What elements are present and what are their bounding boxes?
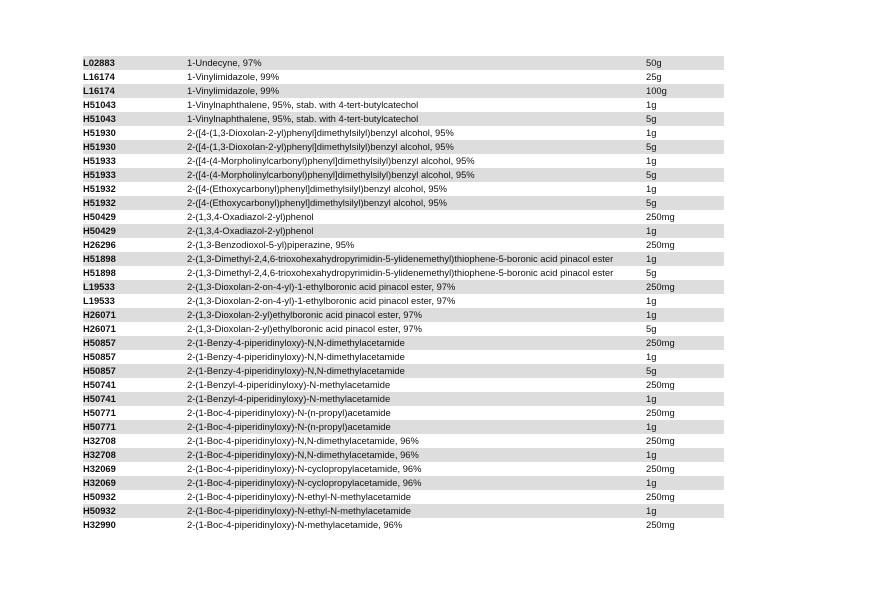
package-size: 1g [646, 421, 657, 432]
product-name: 2-([4-(4-Morpholinylcarbonyl)phenyl]dimethylsilyl)benzyl alcohol, 95% [187, 169, 475, 180]
table-row [83, 224, 724, 238]
product-code: H32708 [83, 449, 116, 460]
table-row [83, 434, 724, 448]
product-name: 2-(1-Benzyl-4-piperidinyloxy)-N-methylacetamide [187, 379, 391, 390]
product-code: H50429 [83, 225, 116, 236]
product-name: 2-(1-Benzy-4-piperidinyloxy)-N,N-dimethylacetamide [187, 351, 405, 362]
product-code: H50857 [83, 351, 116, 362]
product-name: 2-(1-Benzyl-4-piperidinyloxy)-N-methylacetamide [187, 393, 391, 404]
table-row [83, 308, 724, 322]
product-code: H50857 [83, 337, 116, 348]
product-code: H50932 [83, 505, 116, 516]
table-row [83, 182, 724, 196]
table-row [83, 56, 724, 70]
product-code: H51933 [83, 155, 116, 166]
product-code: H50771 [83, 407, 116, 418]
table-row [83, 420, 724, 434]
package-size: 25g [646, 71, 662, 82]
product-name: 1-Vinylimidazole, 99% [187, 85, 280, 96]
product-code: H51930 [83, 127, 116, 138]
package-size: 50g [646, 57, 662, 68]
package-size: 1g [646, 449, 657, 460]
table-row [83, 378, 724, 392]
package-size: 1g [646, 295, 657, 306]
table-row [83, 280, 724, 294]
product-code: H50741 [83, 393, 116, 404]
package-size: 250mg [646, 337, 675, 348]
product-code: H51933 [83, 169, 116, 180]
table-row [83, 322, 724, 336]
product-code: L19533 [83, 281, 115, 292]
product-code: H50429 [83, 211, 116, 222]
product-name: 2-(1-Boc-4-piperidinyloxy)-N,N-dimethylacetamide, 96% [187, 449, 419, 460]
package-size: 1g [646, 477, 657, 488]
product-name: 1-Vinylimidazole, 99% [187, 71, 280, 82]
package-size: 250mg [646, 435, 675, 446]
product-name: 2-(1,3-Dimethyl-2,4,6-trioxohexahydropyrimidin-5-ylidenemethyl)thiophene-5-boronic acid pinacol ester [187, 253, 614, 264]
product-code: L16174 [83, 71, 115, 82]
product-code: H51930 [83, 141, 116, 152]
package-size: 1g [646, 505, 657, 516]
package-size: 5g [646, 365, 657, 376]
package-size: 1g [646, 393, 657, 404]
package-size: 1g [646, 253, 657, 264]
table-row [83, 112, 724, 126]
product-code: H51932 [83, 183, 116, 194]
package-size: 5g [646, 197, 657, 208]
package-size: 1g [646, 127, 657, 138]
product-name: 2-([4-(Ethoxycarbonyl)phenyl]dimethylsilyl)benzyl alcohol, 95% [187, 183, 448, 194]
package-size: 250mg [646, 519, 675, 530]
product-name: 1-Vinylnaphthalene, 95%, stab. with 4-tert-butylcatechol [187, 113, 419, 124]
product-name: 1-Undecyne, 97% [187, 57, 262, 68]
package-size: 1g [646, 183, 657, 194]
product-name: 2-(1-Boc-4-piperidinyloxy)-N,N-dimethylacetamide, 96% [187, 435, 419, 446]
table-row [83, 70, 724, 84]
product-code: H50771 [83, 421, 116, 432]
package-size: 250mg [646, 239, 675, 250]
product-name: 1-Vinylnaphthalene, 95%, stab. with 4-tert-butylcatechol [187, 99, 419, 110]
product-name: 2-(1,3-Benzodioxol-5-yl)piperazine, 95% [187, 239, 355, 250]
product-name: 2-(1,3,4-Oxadiazol-2-yl)phenol [187, 211, 314, 222]
product-name: 2-([4-(1,3-Dioxolan-2-yl)phenyl]dimethylsilyl)benzyl alcohol, 95% [187, 127, 454, 138]
table-row [83, 252, 724, 266]
table-row [83, 196, 724, 210]
product-name: 2-(1-Boc-4-piperidinyloxy)-N-methylacetamide, 96% [187, 519, 403, 530]
table-row [83, 140, 724, 154]
table-row [83, 448, 724, 462]
product-name: 2-(1-Boc-4-piperidinyloxy)-N-(n-propyl)acetamide [187, 407, 391, 418]
product-code: H51898 [83, 253, 116, 264]
table-row [83, 336, 724, 350]
table-row [83, 350, 724, 364]
table-row [83, 476, 724, 490]
table-row [83, 154, 724, 168]
package-size: 250mg [646, 407, 675, 418]
product-code: H51043 [83, 113, 116, 124]
product-code: H51043 [83, 99, 116, 110]
product-name: 2-(1,3-Dioxolan-2-on-4-yl)-1-ethylboronic acid pinacol ester, 97% [187, 295, 456, 306]
product-code: L19533 [83, 295, 115, 306]
product-name: 2-([4-(Ethoxycarbonyl)phenyl]dimethylsilyl)benzyl alcohol, 95% [187, 197, 448, 208]
table-row [83, 490, 724, 504]
product-code: H26071 [83, 323, 116, 334]
product-name: 2-(1,3-Dimethyl-2,4,6-trioxohexahydropyrimidin-5-ylidenemethyl)thiophene-5-boronic acid pinacol ester [187, 267, 614, 278]
product-name: 2-(1-Boc-4-piperidinyloxy)-N-cyclopropylacetamide, 96% [187, 463, 422, 474]
package-size: 1g [646, 99, 657, 110]
product-code: H32708 [83, 435, 116, 446]
table-row [83, 168, 724, 182]
table-row [83, 406, 724, 420]
product-code: L16174 [83, 85, 115, 96]
product-name: 2-([4-(1,3-Dioxolan-2-yl)phenyl]dimethylsilyl)benzyl alcohol, 95% [187, 141, 454, 152]
product-name: 2-(1-Boc-4-piperidinyloxy)-N-cyclopropylacetamide, 96% [187, 477, 422, 488]
package-size: 5g [646, 113, 657, 124]
product-code: H51898 [83, 267, 116, 278]
package-size: 5g [646, 169, 657, 180]
product-code: H50932 [83, 491, 116, 502]
product-code: H50857 [83, 365, 116, 376]
product-name: 2-([4-(4-Morpholinylcarbonyl)phenyl]dimethylsilyl)benzyl alcohol, 95% [187, 155, 475, 166]
product-name: 2-(1-Boc-4-piperidinyloxy)-N-(n-propyl)acetamide [187, 421, 391, 432]
package-size: 100g [646, 85, 667, 96]
product-code: H26296 [83, 239, 116, 250]
product-table [83, 56, 724, 532]
package-size: 5g [646, 323, 657, 334]
package-size: 1g [646, 351, 657, 362]
package-size: 250mg [646, 491, 675, 502]
table-row [83, 98, 724, 112]
table-row [83, 294, 724, 308]
package-size: 250mg [646, 463, 675, 474]
table-row [83, 392, 724, 406]
table-row [83, 266, 724, 280]
product-name: 2-(1,3,4-Oxadiazol-2-yl)phenol [187, 225, 314, 236]
package-size: 5g [646, 141, 657, 152]
product-code: H26071 [83, 309, 116, 320]
table-row [83, 210, 724, 224]
product-name: 2-(1,3-Dioxolan-2-on-4-yl)-1-ethylboronic acid pinacol ester, 97% [187, 281, 456, 292]
product-name: 2-(1-Boc-4-piperidinyloxy)-N-ethyl-N-methylacetamide [187, 491, 412, 502]
product-name: 2-(1-Benzy-4-piperidinyloxy)-N,N-dimethylacetamide [187, 365, 405, 376]
product-code: H32069 [83, 477, 116, 488]
product-code: H51932 [83, 197, 116, 208]
package-size: 250mg [646, 281, 675, 292]
package-size: 250mg [646, 379, 675, 390]
product-name: 2-(1-Boc-4-piperidinyloxy)-N-ethyl-N-methylacetamide [187, 505, 412, 516]
product-name: 2-(1-Benzy-4-piperidinyloxy)-N,N-dimethylacetamide [187, 337, 405, 348]
product-name: 2-(1,3-Dioxolan-2-yl)ethylboronic acid pinacol ester, 97% [187, 323, 423, 334]
product-code: L02883 [83, 57, 115, 68]
product-code: H32069 [83, 463, 116, 474]
table-row [83, 238, 724, 252]
table-row [83, 364, 724, 378]
table-row [83, 462, 724, 476]
package-size: 5g [646, 267, 657, 278]
table-row [83, 518, 724, 532]
product-code: H50741 [83, 379, 116, 390]
table-row [83, 126, 724, 140]
product-code: H32990 [83, 519, 116, 530]
package-size: 1g [646, 225, 657, 236]
table-row [83, 84, 724, 98]
package-size: 250mg [646, 211, 675, 222]
table-row [83, 504, 724, 518]
package-size: 1g [646, 155, 657, 166]
product-name: 2-(1,3-Dioxolan-2-yl)ethylboronic acid pinacol ester, 97% [187, 309, 423, 320]
package-size: 1g [646, 309, 657, 320]
